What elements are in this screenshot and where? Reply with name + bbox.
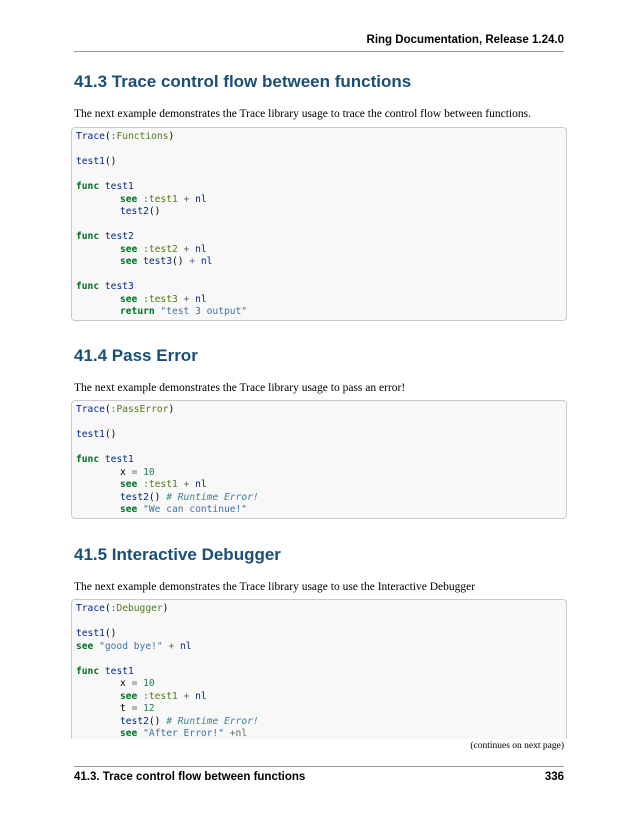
code-line-blank: [76, 417, 566, 430]
footer-section: 41.3. Trace control flow between functions: [74, 771, 306, 783]
code-line: test2() # Runtime Error!: [120, 715, 259, 727]
code-line: see :test1 + nl: [120, 193, 207, 205]
code-line: x = 10: [120, 466, 155, 478]
code-line: t = 12: [120, 703, 155, 714]
code-line: see :test1 + nl: [120, 479, 207, 490]
running-header: Ring Documentation, Release 1.24.0: [366, 34, 564, 46]
section-title-41-4: 41.4 Pass Error: [74, 346, 198, 365]
code-line: see "We can continue!": [120, 504, 248, 515]
code-block-interactive-debugger: [71, 599, 567, 739]
code-line: Trace(:PassError): [76, 404, 175, 415]
code-line-blank: [76, 442, 566, 455]
code-line: func test2: [76, 231, 134, 242]
code-line: see :test2 + nl: [120, 243, 207, 255]
code-line: x = 10: [120, 678, 155, 689]
code-line-blank: [76, 144, 566, 157]
code-line: func test1: [76, 181, 134, 192]
section-intro-41-3: The next example demonstrates the Trace library usage to trace the control flow between functions.: [74, 108, 531, 120]
header-rule: [74, 51, 564, 52]
code-line-blank: [76, 616, 566, 629]
code-line: return "test 3 output": [120, 306, 248, 317]
code-line: func test1: [76, 665, 134, 677]
code-line: test1(): [76, 429, 117, 440]
code-line: test1(): [76, 156, 117, 167]
continues-note: (continues on next page): [470, 741, 564, 751]
code-line: see "After Error!" +nl: [120, 728, 248, 739]
section-title-41-5: 41.5 Interactive Debugger: [74, 545, 281, 564]
code-line: func test1: [76, 454, 134, 465]
code-block-pass-error: [71, 400, 567, 519]
code-line-blank: [76, 269, 566, 282]
code-line: see :test3 + nl: [120, 293, 207, 305]
code-line-blank: [76, 169, 566, 182]
code-line-blank: [76, 219, 566, 232]
footer-rule: [74, 766, 564, 767]
code-line: see :test1 + nl: [120, 690, 207, 702]
code-line: Trace(:Debugger): [76, 603, 169, 614]
code-line: test1(): [76, 628, 117, 639]
page-number: 336: [544, 771, 564, 783]
code-line: test2() # Runtime Error!: [120, 491, 259, 503]
code-line: Trace(:Functions): [76, 131, 175, 142]
code-line-blank: [76, 653, 566, 666]
section-intro-41-4: The next example demonstrates the Trace library usage to pass an error!: [74, 382, 406, 394]
code-line: see "good bye!" + nl: [76, 640, 192, 652]
code-line: see test3() + nl: [120, 256, 213, 267]
code-block-trace-functions: [71, 127, 567, 321]
section-title-41-3: 41.3 Trace control flow between functions: [74, 72, 412, 91]
section-intro-41-5: The next example demonstrates the Trace library usage to use the Interactive Debugger: [74, 581, 476, 593]
code-line: test2(): [120, 206, 161, 217]
code-line: func test3: [76, 281, 134, 292]
